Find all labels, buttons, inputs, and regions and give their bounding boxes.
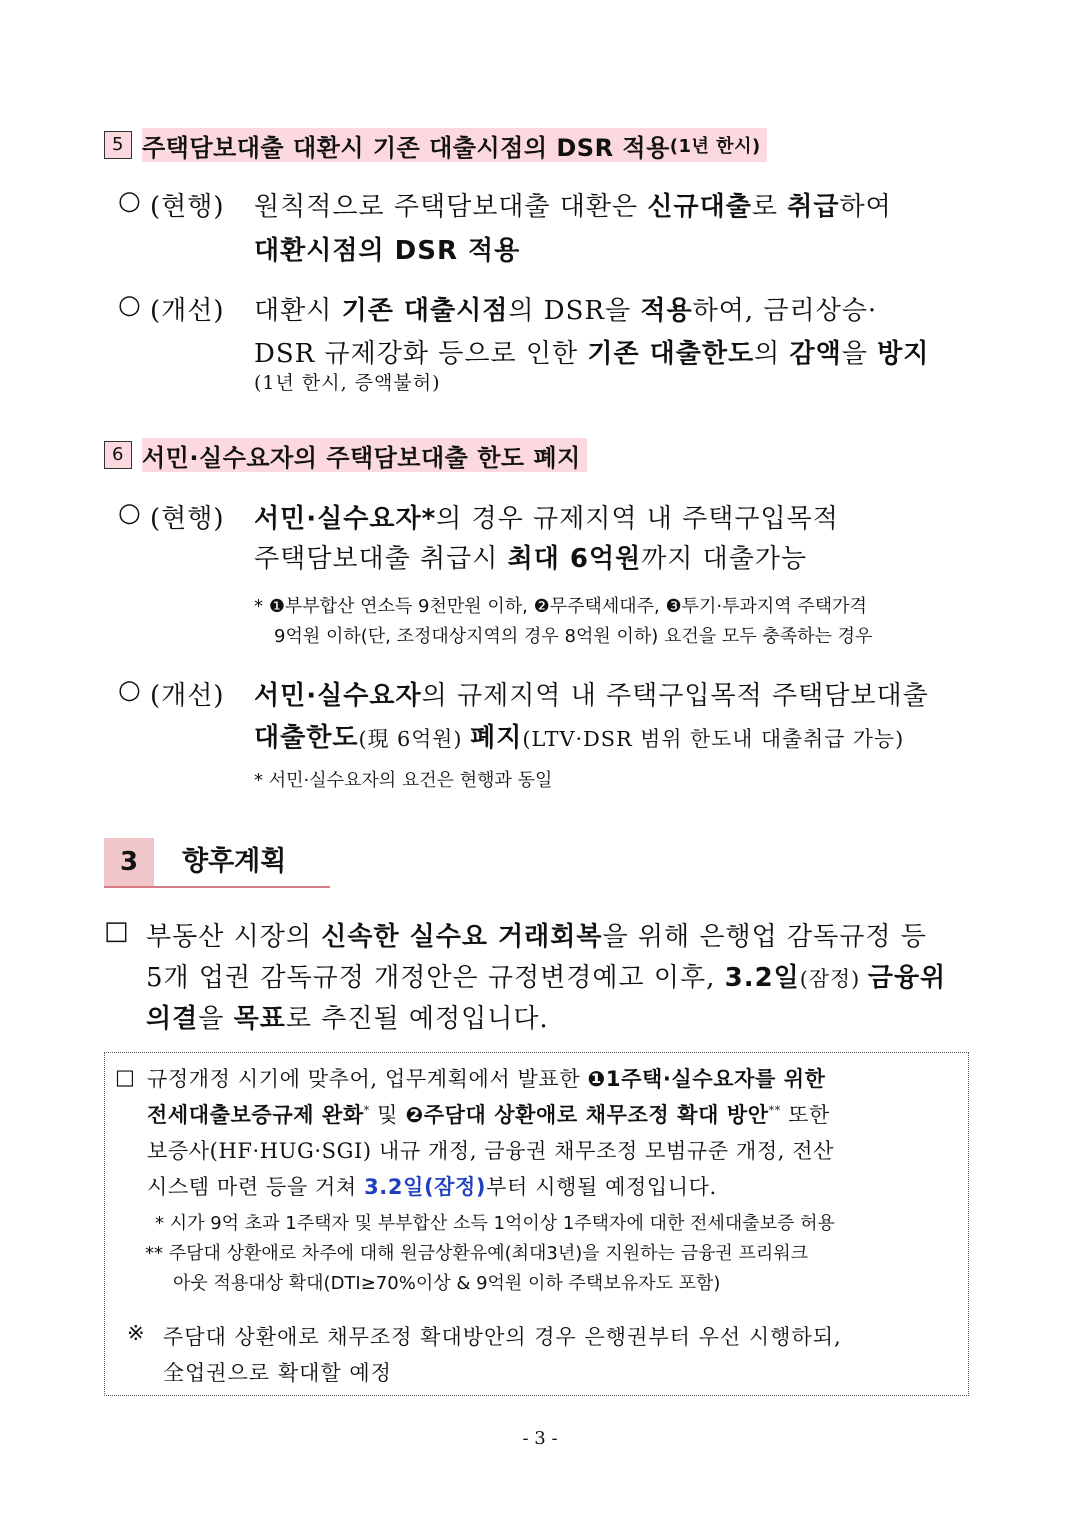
text-line bbox=[254, 675, 929, 717]
text-run: ❶1주택·실수요자를 위한 bbox=[587, 1067, 826, 1091]
section-6-title: 서민·실수요자의 주택담보대출 한도 폐지 bbox=[142, 443, 581, 472]
section-5-improved-label-wrap bbox=[150, 290, 225, 327]
notice-remark-mark: ※ bbox=[127, 1321, 145, 1345]
text-run: 의 규제지역 내 주택구입목적 주택담보대출 bbox=[421, 681, 929, 711]
section-3-bullet: □ bbox=[104, 916, 130, 946]
section-5-title-suffix: (1년 한시) bbox=[669, 136, 761, 157]
section-6-number: 6 bbox=[104, 441, 132, 469]
text-run: 원칙적으로 주택담보대출 대환은 bbox=[254, 192, 648, 222]
text-run: 까지 대출가능 bbox=[641, 544, 808, 574]
text-run: (現 6억원) bbox=[358, 727, 471, 751]
section-3-text bbox=[146, 916, 946, 1039]
notice-box bbox=[104, 1052, 969, 1396]
section-6-current-text bbox=[254, 498, 839, 578]
section-5-title-highlight bbox=[142, 128, 767, 162]
page-number: - 3 - bbox=[522, 1428, 558, 1449]
text-run: 로 추진될 예정입니다. bbox=[285, 1004, 549, 1034]
text-run: * bbox=[363, 1104, 370, 1117]
text-run: 3.2일(잠정) bbox=[364, 1175, 487, 1199]
notice-remark-line-1: 주담대 상환애로 채무조정 확대방안의 경우 은행권부터 우선 시행하되, bbox=[163, 1325, 842, 1349]
text-run: 을 위해 은행업 감독규정 등 bbox=[602, 922, 927, 952]
text-run: 폐지 bbox=[470, 723, 523, 753]
notice-note-2: ** 주담대 상환애로 차주에 대해 원금상환유예(최대3년)을 지원하는 금융권 프리워크 bbox=[145, 1243, 809, 1264]
text-run: (LTV·DSR 범위 한도내 대출취급 가능) bbox=[522, 727, 905, 751]
text-run: 전세대출보증규제 완화 bbox=[147, 1103, 364, 1127]
text-line bbox=[254, 290, 929, 333]
section-6-current-note-2: 9억원 이하(단, 조정대상지역의 경우 8억원 이하) 요건을 모두 충족하는 경우 bbox=[274, 626, 873, 647]
text-run: 서민·실수요자 bbox=[254, 681, 422, 711]
text-run: 규정개정 시기에 맞추어, 업무계획에서 발표한 bbox=[147, 1067, 588, 1091]
text-run: 을 bbox=[198, 1004, 234, 1034]
section-6-heading bbox=[104, 438, 593, 472]
text-run: 을 bbox=[841, 339, 878, 369]
text-run: 방지 bbox=[877, 339, 930, 369]
text-run: 의 DSR을 bbox=[508, 296, 641, 326]
text-run: ❷주담대 상환애로 채무조정 확대 방안 bbox=[405, 1103, 769, 1127]
text-run: 로 bbox=[751, 192, 788, 222]
notice-remark-line-2: 全업권으로 확대할 예정 bbox=[163, 1361, 392, 1385]
text-run: 하여 bbox=[839, 192, 892, 222]
text-run: 의결 bbox=[146, 1004, 199, 1034]
notice-note-1: * 시가 9억 초과 1주택자 및 부부합산 소득 1억이상 1주택자에 대한 전세대출보증 허용 bbox=[155, 1213, 835, 1234]
text-run: 및 bbox=[369, 1103, 406, 1127]
text-run: 보증사(HF·HUG·SGI) 내규 개정, 금융권 채무조정 모범규준 개정, 전산 bbox=[147, 1139, 835, 1163]
text-line bbox=[254, 186, 892, 230]
text-line bbox=[146, 998, 946, 1039]
section-6-current-label: (현행) bbox=[150, 504, 225, 534]
text-run: ** bbox=[768, 1104, 781, 1117]
section-5-current-bullet: ○ bbox=[118, 186, 142, 216]
text-run: 대출한도 bbox=[254, 723, 359, 753]
text-run: 대환시 bbox=[254, 296, 342, 326]
text-run: 의 bbox=[754, 339, 790, 369]
section-3-number: 3 bbox=[104, 838, 154, 886]
section-5-current-label: (현행) bbox=[150, 192, 225, 222]
text-run: 대환시점의 DSR 적용 bbox=[254, 236, 521, 266]
text-run: 5개 업권 감독규정 개정안은 규정변경예고 이후, bbox=[146, 963, 725, 993]
text-run: 적용 bbox=[640, 296, 693, 326]
text-run: 시스템 마련 등을 거쳐 bbox=[147, 1175, 365, 1199]
text-run: 신속한 실수요 거래회복 bbox=[321, 922, 603, 952]
text-line bbox=[147, 1135, 834, 1171]
text-run: 기존 대출한도 bbox=[587, 339, 755, 369]
text-run: (잠정) bbox=[799, 967, 868, 991]
section-5-title: 주택담보대출 대환시 기존 대출시점의 DSR 적용 bbox=[142, 133, 670, 162]
section-6-improved-bullet: ○ bbox=[118, 675, 142, 705]
text-line bbox=[146, 916, 946, 957]
text-line bbox=[254, 717, 929, 759]
text-run: DSR 규제강화 등으로 인한 bbox=[254, 339, 588, 369]
section-6-title-highlight bbox=[142, 438, 587, 472]
section-6-current-bullet: ○ bbox=[118, 498, 142, 528]
section-6-improved-text bbox=[254, 675, 929, 759]
section-5-current-text bbox=[254, 186, 892, 274]
text-run: 3.2일 bbox=[724, 963, 800, 993]
section-5-improved-bullet: ○ bbox=[118, 290, 142, 320]
text-line bbox=[147, 1063, 834, 1099]
text-run: 금융위 bbox=[867, 963, 947, 993]
notice-bullet: □ bbox=[115, 1065, 135, 1089]
text-line bbox=[147, 1099, 834, 1135]
text-line bbox=[254, 498, 839, 538]
notice-text bbox=[147, 1063, 834, 1207]
notice-note-3: 아웃 적용대상 확대(DTI≥70%이상 & 9억원 이하 주택보유자도 포함) bbox=[173, 1273, 721, 1294]
text-run: 하여, 금리상승· bbox=[692, 296, 878, 326]
text-run: 의 경우 규제지역 내 주택구입목적 bbox=[436, 504, 839, 534]
text-line bbox=[254, 230, 892, 274]
text-run: 서민·실수요자* bbox=[254, 504, 437, 534]
text-run: 감액 bbox=[789, 339, 842, 369]
text-run: 주택담보대출 취급시 bbox=[254, 544, 508, 574]
text-run: 부터 시행될 예정입니다. bbox=[486, 1175, 717, 1199]
text-run: 또한 bbox=[780, 1103, 830, 1127]
section-6-improved-label-wrap bbox=[150, 675, 225, 712]
section-5-improved-small: (1년 한시, 증액불허) bbox=[254, 372, 441, 394]
text-line bbox=[146, 957, 946, 998]
text-run: 최대 6억원 bbox=[507, 544, 642, 574]
text-line bbox=[254, 538, 839, 578]
text-run: 목표 bbox=[233, 1004, 286, 1034]
text-run: 부동산 시장의 bbox=[146, 922, 322, 952]
text-run: 기존 대출시점 bbox=[341, 296, 509, 326]
section-5-improved-text bbox=[254, 290, 929, 376]
section-5-heading bbox=[104, 128, 773, 162]
section-3-heading bbox=[104, 838, 330, 888]
section-6-improved-label: (개선) bbox=[150, 681, 225, 711]
section-5-current-label-wrap bbox=[150, 186, 225, 223]
text-run: 신규대출 bbox=[647, 192, 752, 222]
section-6-improved-note: * 서민·실수요자의 요건은 현행과 동일 bbox=[254, 770, 553, 791]
section-6-current-note-1: * ❶부부합산 연소득 9천만원 이하, ❷무주택세대주, ❸투기·투과지역 주택가격 bbox=[254, 596, 867, 617]
section-5-number: 5 bbox=[104, 131, 132, 159]
section-5-improved-label: (개선) bbox=[150, 296, 225, 326]
text-run: 취급 bbox=[787, 192, 840, 222]
text-line bbox=[147, 1171, 834, 1207]
section-6-current-label-wrap bbox=[150, 498, 225, 535]
section-3-title: 향후계획 bbox=[182, 846, 287, 877]
